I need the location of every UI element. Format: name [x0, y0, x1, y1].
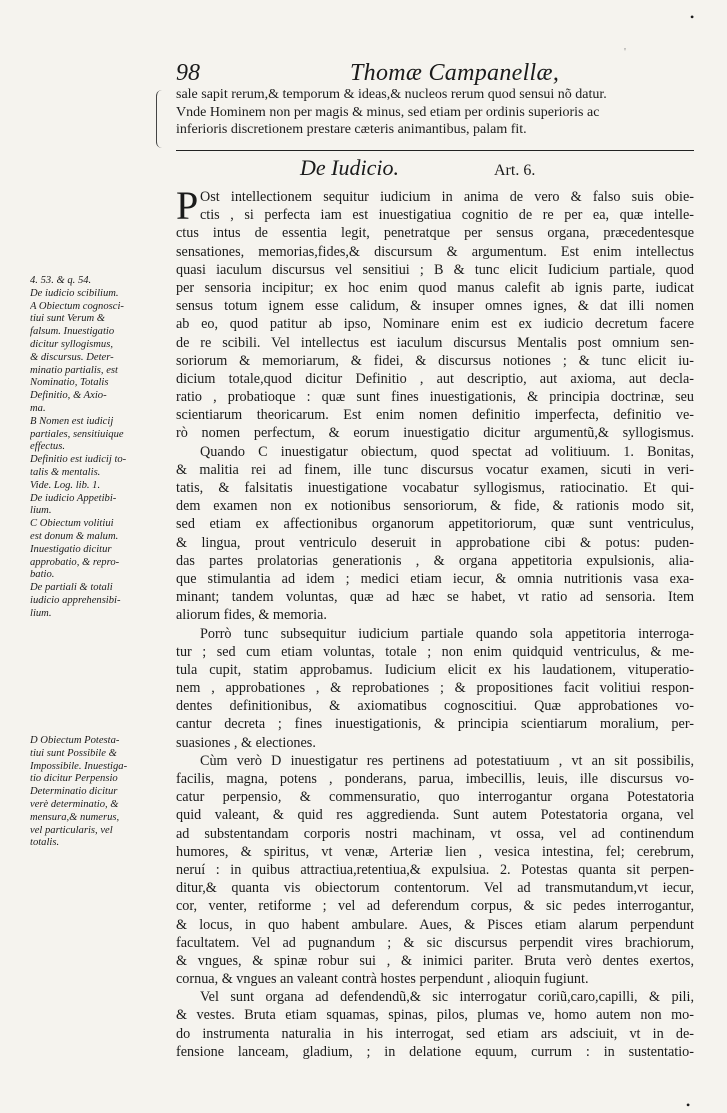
text-line: cantur decreta ; fines inuestigationis, & principia scientiarum moralium, per- — [176, 716, 694, 733]
text-line: & malitia rei ad finem, ille tunc discursus vocatur examen, sicuti in veri- — [176, 461, 694, 478]
marginal-note-line: tio dicitur Perpensio — [30, 773, 118, 785]
marginal-note-line: B Nomen est iudicij — [30, 415, 114, 427]
marginal-note-line: 4. 53. & q. 54. — [30, 275, 92, 286]
article-label: Art. 6. — [494, 162, 536, 179]
text-line: & lingua, prout ventriculo deseruit in approbatione cibi & potus: puden- — [176, 534, 694, 551]
text-line: ratio , probatioque : quæ sunt fines inuestigationis, & principia doctrinæ, seu — [176, 389, 694, 406]
text-line: Porrò tunc subsequitur iudicium partiale quando sola appetitoria interroga- — [200, 625, 694, 642]
text-line: sensationes, memorias,fides,& discursum & argumentum. Est enim intellectus — [176, 243, 694, 260]
running-head: Thomæ Campanellæ, — [350, 60, 560, 86]
marginal-note-line: Definitio, & Axio- — [30, 390, 107, 402]
text-line: que stimulantia ad idem ; medici etiam iecur, & omnia nutritionis vasa exa- — [176, 570, 694, 587]
marginal-note-line: vel particularis, vel — [30, 824, 113, 836]
margin-bracket — [156, 90, 166, 148]
section-title: De Iudicio. — [300, 155, 399, 180]
text-line: dicium totale,quod dicitur Definitio , aut descriptio, aut axioma, aut decla- — [176, 370, 694, 387]
text-line: dentes definitionibus, & axiomatibus cognoscitiui. Quæ approbationes vo- — [176, 698, 694, 715]
text-line: soriorum & memoriarum, & fidei, & discursus notiones ; & tunc elicit iu- — [176, 352, 694, 369]
text-line: nem , approbationes , & reprobationes ; & propositiones facit volitiui respon- — [176, 680, 694, 697]
text-line: tula cupit, statim approbamus. Iudicium elicit ex his laudationem, vituperatio- — [176, 661, 694, 678]
marginal-note-line: falsum. Inuestigatio — [30, 326, 115, 338]
text-line: per sensoria incipitur; ex hoc enim quod manus calefit ab ignis parte, iudicat — [176, 279, 694, 296]
text-line: rò nomen perfectum, & eorum inuestigatio dicitur argumentũ,& syllogismus. — [176, 425, 694, 442]
marginal-note-line: Vide. Log. lib. 1. — [30, 479, 101, 491]
text-line: humores, & spiritus, vt venæ, Arteriæ lien , vesica intestina, fel; cerebrum, — [176, 843, 694, 860]
drop-cap: P — [176, 183, 199, 228]
marginal-note-line: tiui sunt Verum & — [30, 313, 106, 325]
text-line: Quando C inuestigatur obiectum, quod spectat ad volitiuum. 1. Bonitas, — [200, 443, 694, 460]
text-line: minant; tandem voluntas, quæ ad hæc se habet, vt ratio ad sensoria. Item — [176, 589, 694, 606]
section-rule — [176, 150, 694, 151]
top-mark: ' — [624, 46, 626, 58]
marginal-note-line: iudicio apprehensibi- — [30, 594, 121, 606]
main-text — [176, 183, 694, 1061]
marginal-note-1 — [30, 275, 176, 621]
text-line: ditur,& quanta vis obiectorum contentorum. Vel ad transmutandum,vt iecur, — [176, 880, 694, 897]
text-line: facultatem. Vel ad pugnandum ; & sic discursus perpendit vires brachiorum, — [176, 934, 694, 951]
marginal-note-line: verè determinatio, & — [30, 798, 119, 810]
marginal-note-line: mensura,& numerus, — [30, 811, 120, 823]
text-line: ctis , si perfecta iam est inuestigatiua cognitio de re per ea, quæ intelle- — [200, 207, 694, 224]
marginal-note-line: lium. — [30, 505, 52, 517]
marginal-note-line: est donum & malum. — [30, 530, 119, 542]
marginal-note-line: approbatio, & repro- — [30, 556, 120, 568]
text-line: do instrumenta naturalia in his interrogat, sed etiam ars adsciuit, vt in de- — [176, 1025, 694, 1042]
text-line: aliorum fides, & memoria. — [176, 607, 327, 624]
top-paragraph-line: sale sapit rerum,& temporum & ideas,& nucleos rerum quod sensui nõ datur. — [176, 87, 607, 102]
marginal-note-line: D Obiectum Potesta- — [30, 735, 120, 746]
text-line: & locus, in quo habent ambulare. Aues, & Pisces etiam alarum perpendunt — [176, 916, 694, 933]
text-line: ad substentandam corporis nostri machinam, vt ossa, vel ad continendum — [176, 825, 694, 842]
text-line: scientiarum theoricarum. Est enim nomen definitio imperfecta, definitio ve- — [176, 407, 694, 424]
marginal-note-line: effectus. — [30, 441, 66, 453]
text-line: ctus intus de essentia legit, penetratque per sensus organa, præcedentesque — [176, 225, 694, 242]
marginal-note-line: Impossibile. Inuestiga- — [30, 760, 128, 772]
marginal-note-line: Inuestigatio dicitur — [30, 543, 112, 555]
marginal-note-line: A Obiectum cognosci- — [30, 300, 124, 312]
marginal-note-line: minatio partialis, est — [30, 364, 118, 376]
text-line: catur perpensio, & commensuratio, quo interrogantur organa Potestatoria — [176, 789, 694, 806]
marginal-note-line: batio. — [30, 569, 55, 581]
text-line: & vngues, & spinæ robur sui , & inimici pariter. Bruta verò dentes exertos, — [176, 952, 694, 969]
bottom-mark: • — [686, 1098, 691, 1112]
marginal-note-line: & discursus. Deter- — [30, 351, 114, 363]
text-line: ab eo, quod patitur ab ipso, Nominare enim est ex iudicio decretum facere — [176, 316, 694, 333]
text-line: dem examen non ex notionibus sensoriorum, & fide, & rationis modo sit, — [176, 498, 694, 515]
text-line: quid valeant, & quid res aggredienda. Sunt autem Potestatoria organa, vel — [176, 807, 694, 824]
page-number: 98 — [176, 60, 200, 86]
text-line: quasi iaculum discursus vel sensitiui ; B & tunc elicit Iudicium partiale, quod — [176, 261, 694, 278]
marginal-note-2 — [30, 735, 176, 850]
marginal-note-line: C Obiectum volitiui — [30, 518, 114, 530]
text-line: fensione lanceam, gladium, ; in delatione equum, currum : in sustentatio- — [176, 1043, 694, 1060]
text-line: das partes prolatorias generationis , & organa appetitoria expulsionis, alia- — [176, 552, 694, 569]
marginal-note-line: lium. — [30, 607, 52, 619]
text-line: sensus totum ignem esse calidum, & insuper omnes ignes, & dat illi nomen — [176, 298, 694, 315]
top-paragraph-line: Vnde Hominem non per magis & minus, sed etiam per ordinis superioris ac — [176, 104, 600, 120]
marginal-note-line: De partiali & totali — [30, 582, 113, 594]
text-line: Ost intellectionem sequitur iudicium in anima de vero & falso suis obie- — [200, 189, 694, 205]
corner-mark: • — [690, 10, 695, 24]
marginal-note-line: ma. — [30, 402, 46, 414]
text-line: suasiones , & electiones. — [176, 734, 316, 751]
text-line: facilis, magna, potens , ponderans, parua, imbecillis, leuis, ille discursus vo- — [176, 771, 694, 787]
marginal-note-line: totalis. — [30, 837, 60, 849]
marginal-note-line: De iudicio Appetibi- — [30, 492, 117, 504]
text-line: de re scibili. Vel intellectus est iaculum discursus Mentalis post omnium sen- — [176, 334, 694, 351]
text-line: tatis, & falsitatis inuestigatione vocabatur syllogismus, ratiocinatio. Et qui- — [176, 480, 694, 496]
text-line: Cùm verò D inuestigatur res pertinens ad potestatiuum , vt an sit possibilis, — [200, 752, 694, 769]
marginal-note-line: Nominatio, Totalis — [30, 377, 109, 389]
marginal-note-line: tiui sunt Possibile & — [30, 747, 117, 759]
marginal-note-line: dicitur syllogismus, — [30, 338, 113, 350]
text-line: sed etiam ex affectionibus organorum appetitoriorum, quæ sunt ventriculus, — [176, 516, 694, 533]
text-line: tur ; sed cum etiam voluntas, totale ; non enim quidquid ventriculus, & me- — [176, 643, 694, 660]
top-paragraph — [176, 86, 694, 139]
text-line: Vel sunt organa ad defendendũ,& sic interrogatur coriũ,caro,capilli, & pili, — [200, 989, 694, 1006]
marginal-note-line: talis & mentalis. — [30, 466, 101, 478]
marginal-note-line: Definitio est iudicij to- — [30, 454, 127, 466]
marginal-note-line: De iudicio scibilium. — [30, 287, 119, 299]
text-line: cor, venter, retiforme ; vel ad deferendum corpus, & sic pedes interrogantur, — [176, 898, 694, 915]
top-paragraph-line: inferioris discretionem prestare cæteris animantibus, palam fit. — [176, 122, 527, 137]
marginal-note-line: Determinatio dicitur — [30, 786, 118, 798]
text-line: cornua, & vngues an valeant contrà hostes perpendunt , alioquin fugiunt. — [176, 971, 589, 988]
text-line: & vestes. Bruta etiam squamas, spinas, pilos, plumas ve, homo autem non mo- — [176, 1007, 694, 1024]
marginal-note-line: partiales, sensitiuique — [30, 428, 124, 440]
text-line: neruí : in quibus attractiua,retentiua,& expulsiua. 2. Potestas quanta sit perpen- — [176, 861, 694, 878]
